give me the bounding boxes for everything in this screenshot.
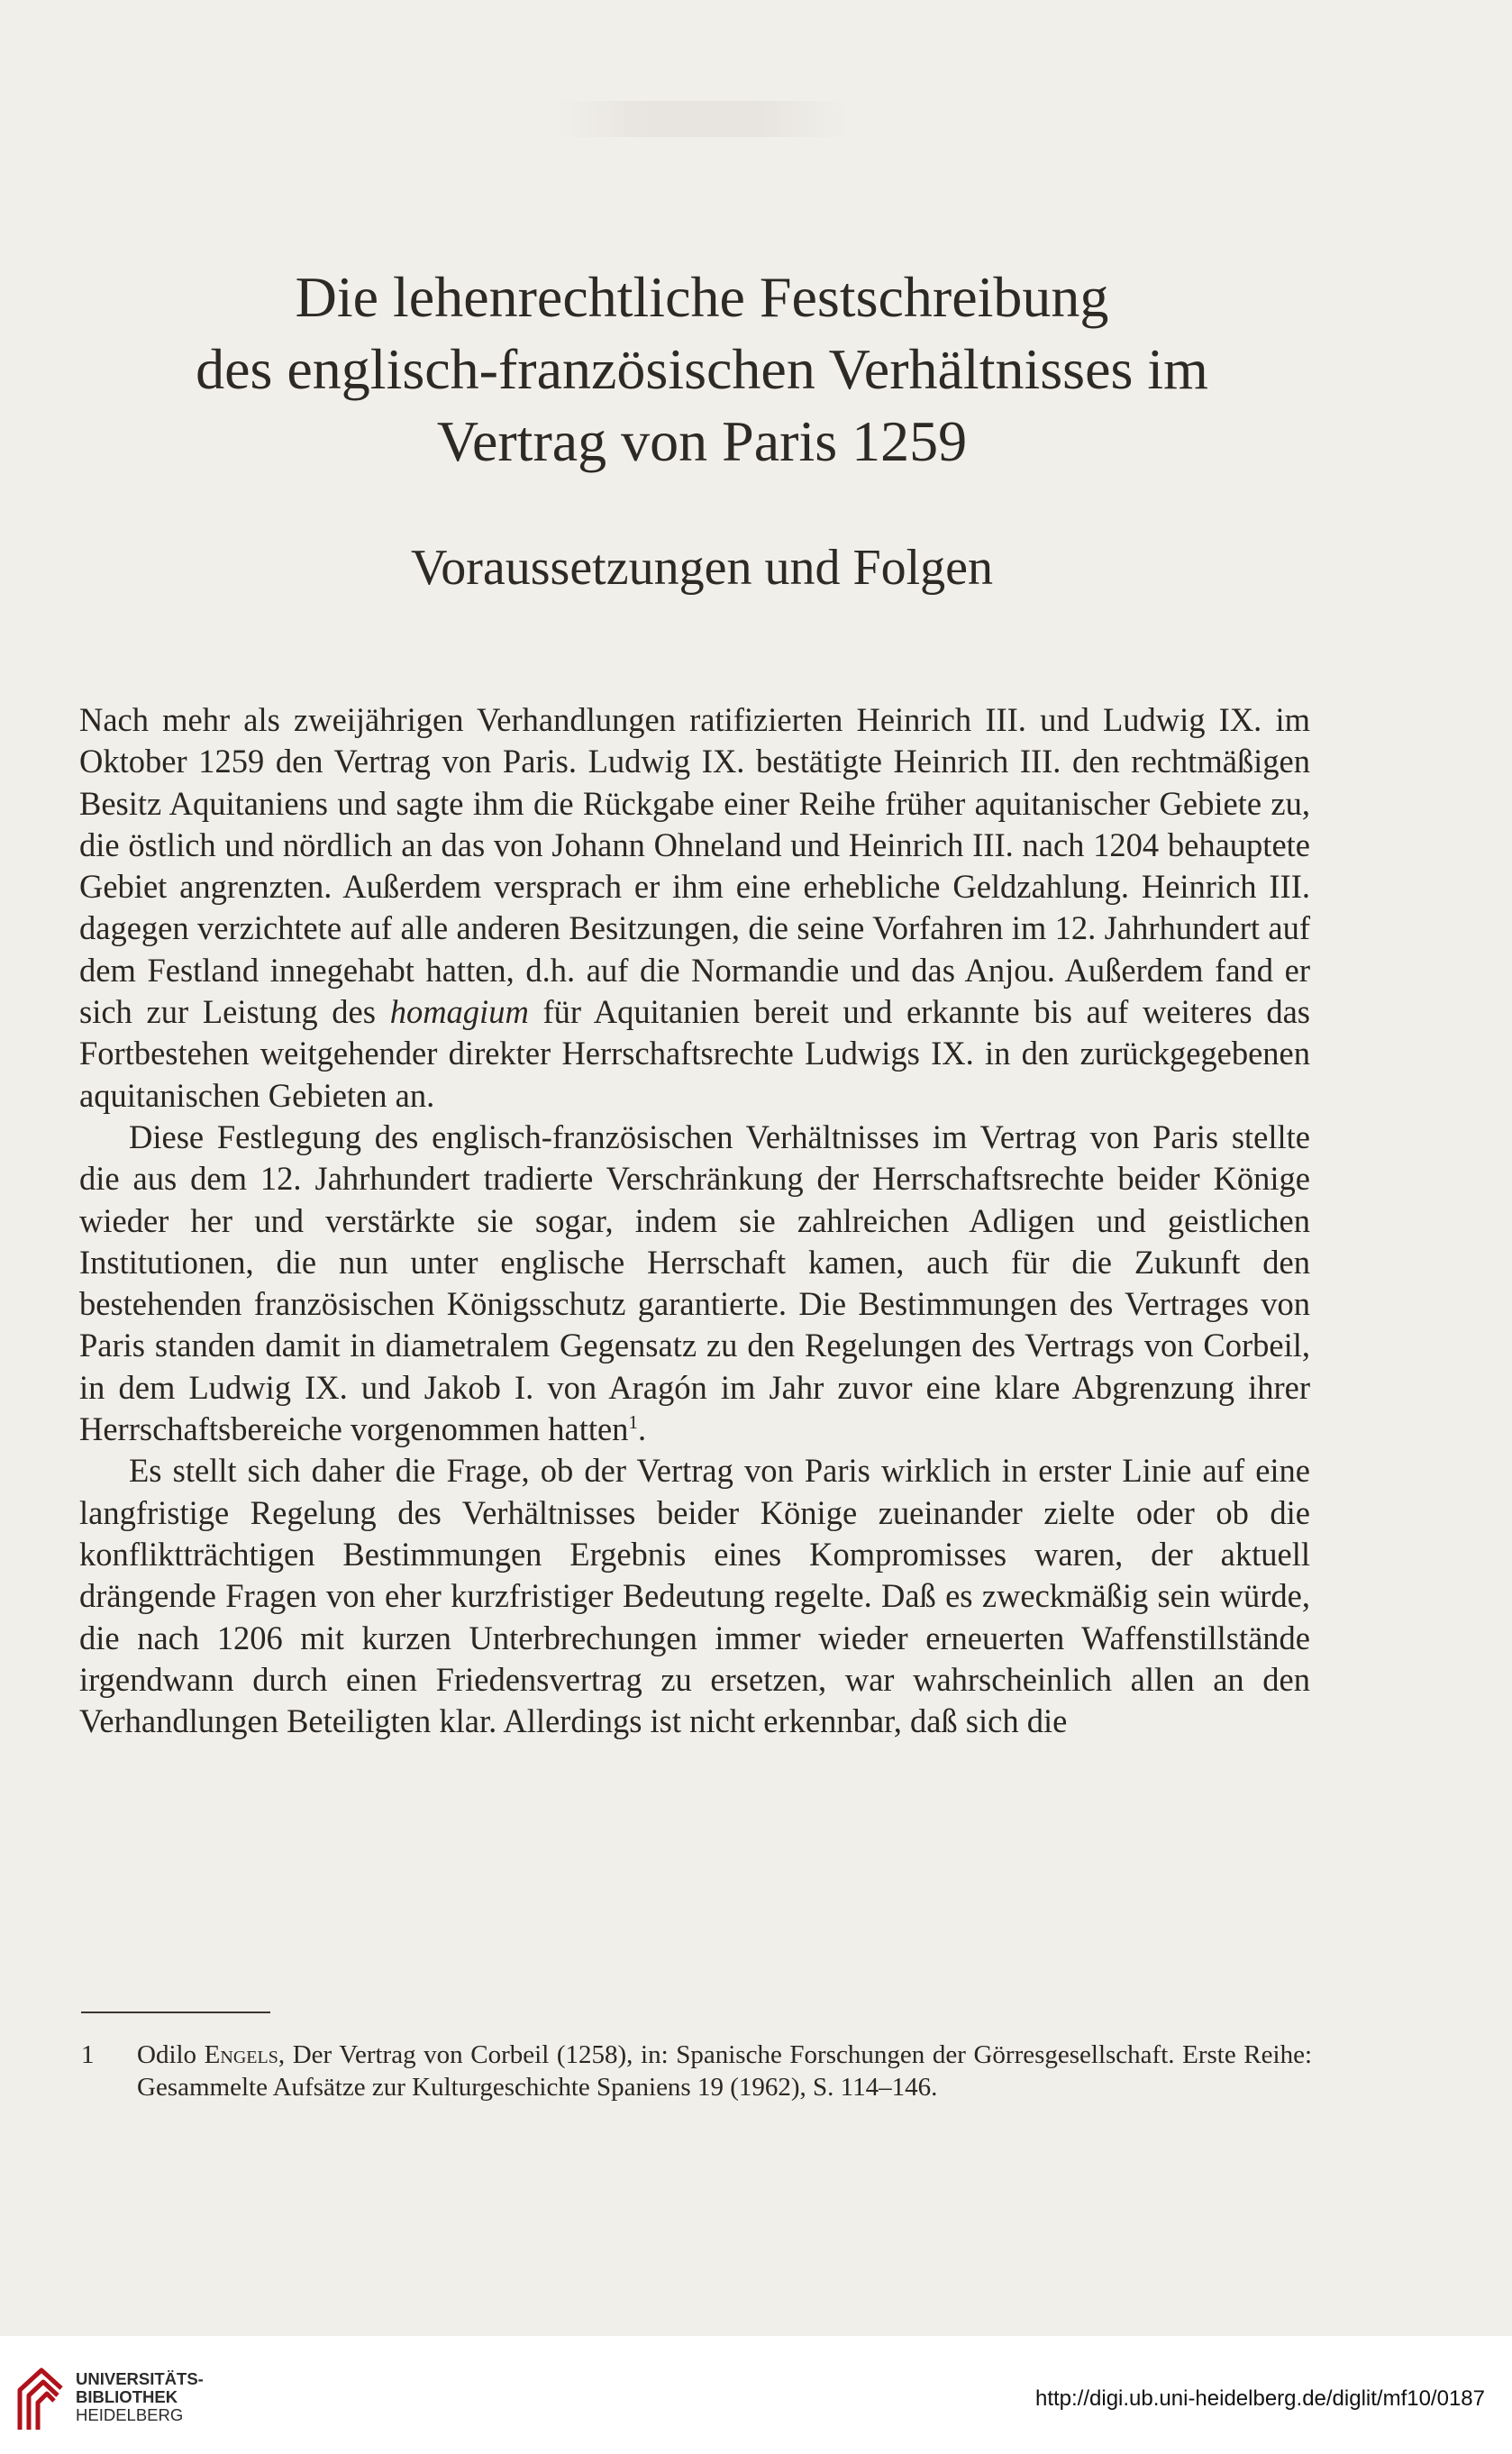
footnote [81,2039,1312,2103]
paragraph-2 [79,1117,1310,1450]
chapter-title [81,261,1323,478]
paragraph-text: Nach mehr als zweijährigen Verhandlungen ratifizierten Heinrich III. und Ludwig IX. im Oktober 1259 den Vertrag von Paris. Ludwig IX. bestätigte Heinrich III. den rechtmäßigen Besitz Aquitaniens und sagte ihm die Rückgabe einer Reihe früher aquitanischer Gebiete zu, die östlich und nördlich an das von Johann Ohneland und Heinrich III. nach 1204 behauptete Gebiet angrenzten. Außerdem versprach er ihm eine erhebliche Geldzahlung. Heinrich III. dagegen verzichtete auf alle anderen Besitzungen, die seine Vorfahren im 12. Jahrhundert auf dem Festland innegehabt hatten, d.h. auf die Normandie und das Anjou. Außerdem fand er sich zur Leistung des [79,701,1310,1031]
paragraph-text: . [637,1410,647,1448]
chapter-title-line: Die lehenrechtliche Festschreibung [295,265,1109,329]
paragraph-text: Es stellt sich daher die Frage, ob der Vertrag von Paris wirklich in erster Linie auf eine langfristige Regelung des Verhältnisses beider Könige zueinander zielte oder ob die konfliktträchtigen Bestimmungen Ergebnis eines Kompromisses waren, der aktuell drängende Fragen von eher kurzfristiger Bedeutung regelte. Daß es zweckmäßig sein würde, die nach 1206 mit kurzen Unterbrechungen immer wieder erneuerten Waffenstillstände irgendwann durch einen Friedensvertrag zu ersetzen, war wahrscheinlich allen an den Verhandlungen Beteiligten klar. Allerdings ist nicht erkennbar, daß sich die [79,1452,1310,1740]
logo-text-line: HEIDELBERG [76,2405,184,2424]
ub-heidelberg-logo-icon[interactable] [14,2363,67,2435]
logo-text-line: UNIVERSITÄTS- [76,2369,204,2388]
paragraph-1 [79,699,1310,1117]
chapter-title-line: Vertrag von Paris 1259 [436,409,968,473]
emphasis-term: homagium [389,993,529,1031]
chapter-subtitle: Voraussetzungen und Folgen [411,540,993,596]
paragraph-text: für Aquitanien bereit und erkannte bis auf weiteres das Fortbestehen weitgehender direkter Herrschaftsrechte Ludwigs IX. in den zurückgegebenen aquitanischen Gebieten an. [79,993,1310,1114]
footnote-citation: , Der Vertrag von Corbeil (1258), in: Spanische Forschungen der Görresgesellschaft. Erste Reihe: Gesammelte Aufsätze zur Kulturgeschichte Spaniens 19 (1962), S. 114–146. [137,2040,1312,2102]
paragraph-text: Diese Festlegung des englisch-französischen Verhältnisses im Vertrag von Paris stellte die aus dem 12. Jahrhundert tradierte Verschränkung der Herrschaftsrechte beider Könige wieder her und verstärkte sie sogar, indem sie zahlreichen Adligen und geistlichen Institutionen, die nun unter englische Herrschaft kamen, auch für die Zukunft den bestehenden französischen Königsschutz garantierte. Die Bestimmungen des Vertrages von Paris standen damit in diametralem Gegensatz zu den Regelungen des Vertrags von Corbeil, in dem Ludwig IX. und Jakob I. von Aragón im Jahr zuvor eine klare Abgrenzung ihrer Herrschaftsbereiche vorgenommen hatten [79,1118,1310,1448]
logo-text-line: BIBLIOTHEK [76,2387,178,2406]
footnote-number: 1 [81,2040,95,2069]
permalink-url[interactable]: http://digi.ub.uni-heidelberg.de/diglit/mf10/0187 [1034,2386,1485,2411]
footnote-author-first: Odilo [137,2040,197,2069]
footnote-author-last: Engels [204,2040,278,2069]
bleed-through-header [559,101,847,137]
body-text [79,699,1310,1742]
paragraph-3 [79,1450,1310,1742]
footnote-reference[interactable]: 1 [628,1410,638,1433]
footnote-text [137,2039,1312,2103]
chapter-title-line: des englisch-französischen Verhältnisses im [196,337,1208,401]
library-logo-text [76,2370,204,2424]
footnote-divider [81,2012,270,2013]
